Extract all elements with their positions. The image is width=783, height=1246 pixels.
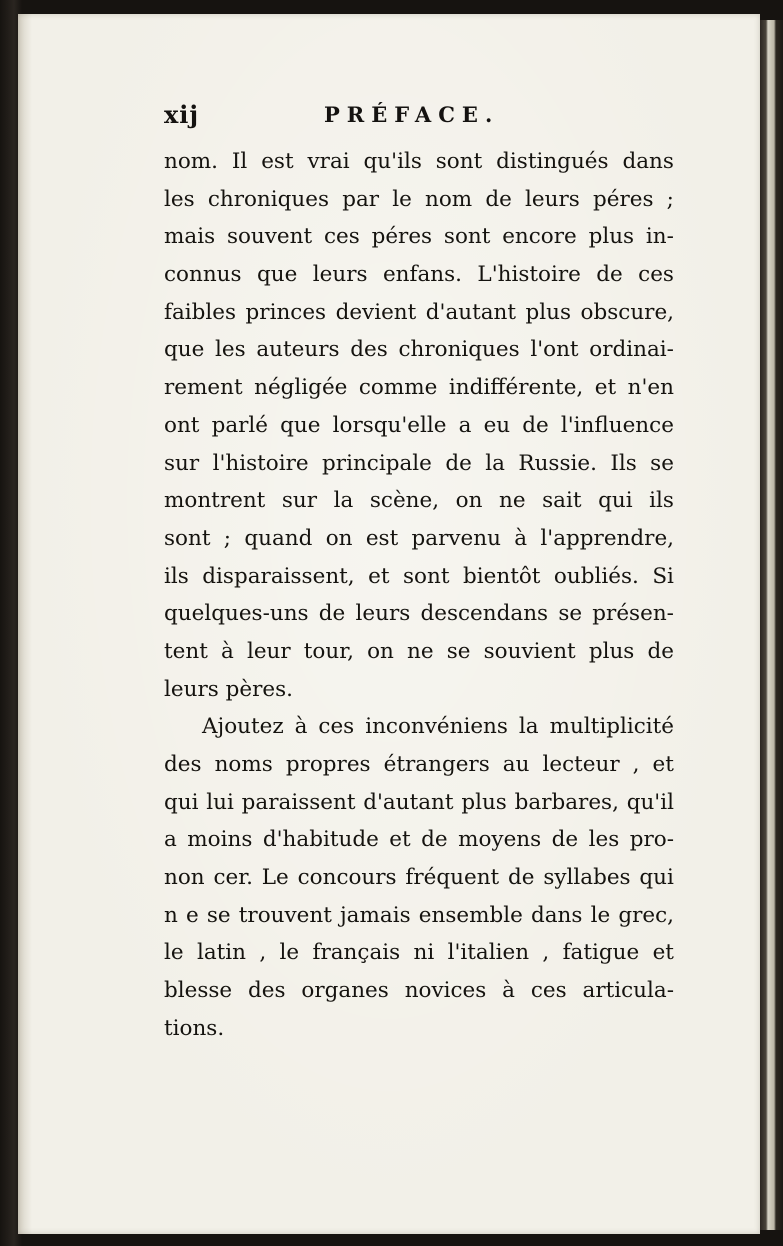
text-line: le latin , le français ni l'italien , fatigue et	[164, 940, 674, 966]
text-line: Ajoutez à ces inconvéniens la multiplicité	[202, 714, 674, 740]
text-line: nom. Il est vrai qu'ils sont distingués dans	[164, 149, 674, 174]
text-line: n e se trouvent jamais ensemble dans le grec,	[164, 902, 674, 928]
text-line: tent à leur tour, on ne se souvient plus de	[164, 638, 674, 664]
text-line: non cer. Le concours fréquent de syllabes qui	[164, 865, 674, 891]
text-line: ont parlé que lorsqu'elle a eu de l'influence	[164, 412, 674, 438]
text-line: montrent sur la scène, on ne sait qui ils	[164, 488, 674, 514]
page-number: xij	[164, 100, 200, 129]
text-line: faibles princes devient d'autant plus obscure,	[164, 299, 674, 325]
text-line: blesse des organes novices à ces articula-	[164, 978, 674, 1004]
text-line: a moins d'habitude et de moyens de les pro-	[164, 827, 674, 853]
paragraph	[164, 708, 674, 1047]
text-line: quelques-uns de leurs descendans se présen-	[164, 601, 674, 627]
text-line: rement négligée comme indifférente, et n'en	[164, 375, 674, 401]
page-header	[164, 100, 674, 134]
body-text	[164, 143, 674, 1048]
page-edge	[760, 20, 783, 1230]
text-line: qui lui paraissent d'autant plus barbares, qu'il	[164, 789, 674, 815]
text-line: que les auteurs des chroniques l'ont ordinai-	[164, 337, 674, 363]
text-line: ils disparaissent, et sont bientôt oubliés. Si	[164, 563, 674, 589]
paragraph	[164, 143, 674, 708]
text-line: connus que leurs enfans. L'histoire de ces	[164, 262, 674, 288]
running-title: PRÉFACE.	[324, 102, 500, 127]
text-line: tions.	[164, 1015, 225, 1041]
text-line: mais souvent ces péres sont encore plus in-	[164, 224, 674, 250]
text-line: des noms propres étrangers au lecteur , et	[164, 752, 674, 777]
text-line: leurs pères.	[164, 676, 293, 702]
text-line: les chroniques par le nom de leurs péres ;	[164, 186, 674, 212]
text-line: sont ; quand on est parvenu à l'apprendre,	[164, 525, 674, 551]
text-line: sur l'histoire principale de la Russie. Ils se	[164, 450, 674, 476]
